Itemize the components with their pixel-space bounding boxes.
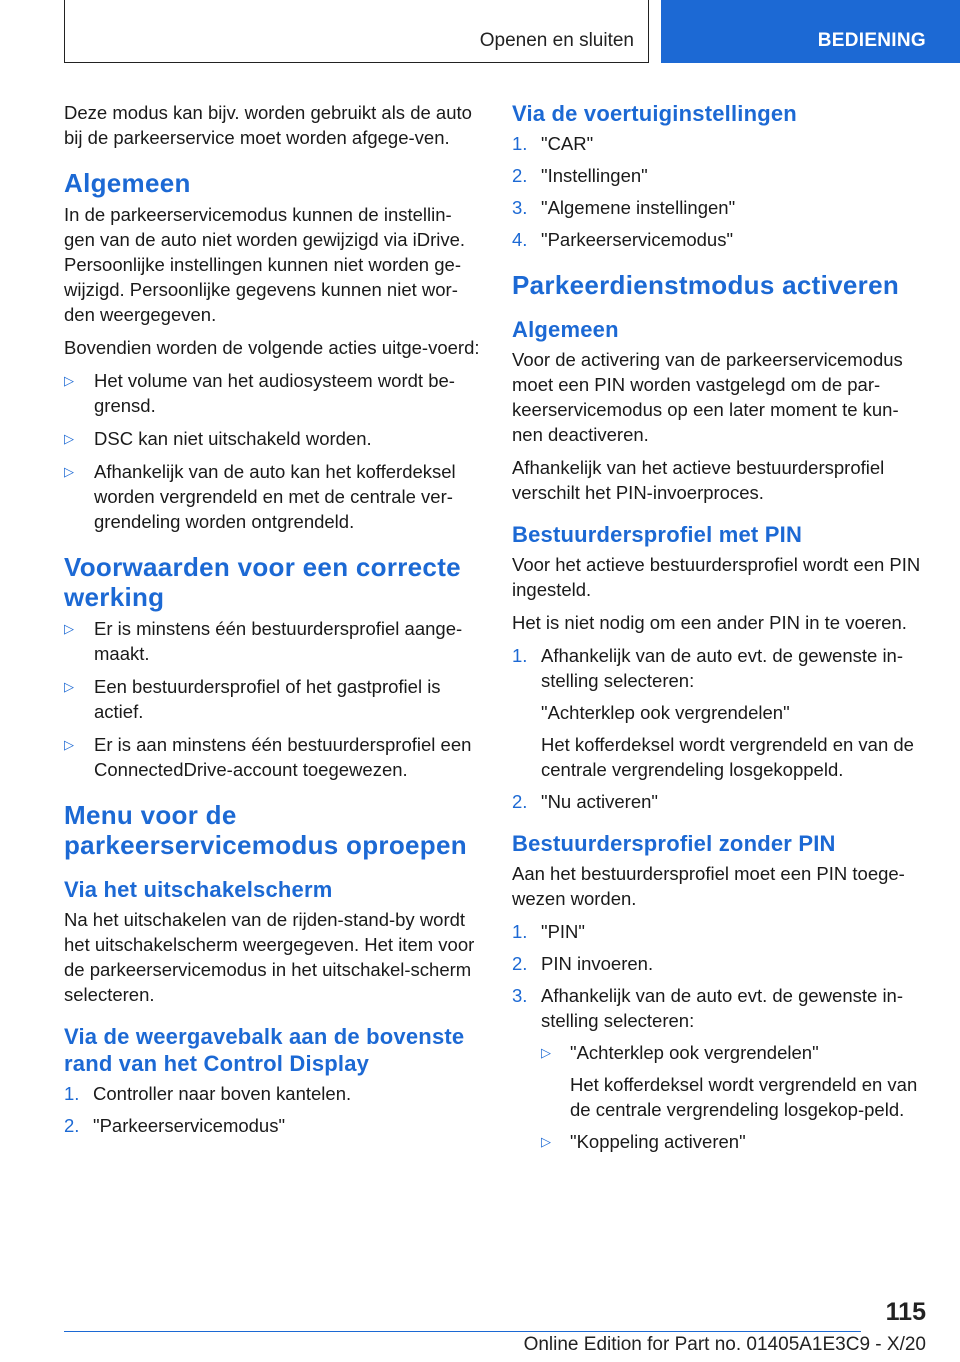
bullet-item: ▷ Een bestuurdersprofiel of het gastprofiel is actief. <box>64 676 441 722</box>
heading-menu: Menu voor de parkeerservicemodus oproepen <box>64 800 467 860</box>
bullet-triangle-icon: ▷ <box>541 1134 551 1149</box>
step-number: 1. <box>512 133 528 154</box>
header-title-box <box>64 0 649 63</box>
nested-note: Het kofferdeksel wordt vergrendeld en van de centrale vergrendeling losgekop-peld. <box>570 1074 918 1120</box>
paragraph: Bovendien worden de volgende acties uitge-voerd: <box>64 337 480 358</box>
heading-zonder-pin: Bestuurdersprofiel zonder PIN <box>512 831 836 856</box>
numbered-step: 1. "CAR" <box>512 133 594 154</box>
paragraph: Het is niet nodig om een ander PIN in te voeren. <box>512 612 907 633</box>
step-number: 3. <box>512 985 528 1006</box>
page-number: 115 <box>885 1298 926 1326</box>
step-number: 2. <box>64 1115 80 1136</box>
paragraph: Na het uitschakelen van de rijden-stand-by wordt het uitschakelscherm weergegeven. Het item voor de parkeerservicemodus in het uitschakel-scherm selecteren. <box>64 909 475 1005</box>
right-column <box>512 100 928 1161</box>
step-note: Het kofferdeksel wordt vergrendeld en van de centrale vergrendeling losgekoppeld. <box>541 734 914 780</box>
heading-met-pin: Bestuurdersprofiel met PIN <box>512 522 803 547</box>
header-section-tab <box>661 0 960 63</box>
paragraph: In de parkeerservicemodus kunnen de instellin-gen van de auto niet worden gewijzigd via iDrive. Persoonlijke instellingen kunnen niet worden ge-wijzigd. Persoonlijke gegevens kunnen niet wor-den weergegeven. <box>64 204 466 325</box>
header-section-label: BEDIENING <box>817 30 926 51</box>
bullet-triangle-icon: ▷ <box>541 1045 551 1060</box>
paragraph: Voor de activering van de parkeerservicemodus moet een PIN worden vastgelegd om de par-keerservicemodus op een later moment te kun-nen deactiveren. <box>512 349 903 445</box>
numbered-step: 1. Afhankelijk van de auto evt. de gewenste in-stelling selecteren: <box>512 645 904 691</box>
footer-edition: Online Edition for Part no. 01405A1E3C9 - X/20 <box>523 1334 926 1355</box>
step-option: "Achterklep ook vergrendelen" <box>541 702 790 723</box>
nested-bullet: ▷ "Achterklep ook vergrendelen" <box>541 1042 819 1063</box>
heading-activeren: Parkeerdienstmodus activeren <box>512 270 900 300</box>
numbered-step: 1. "PIN" <box>512 921 585 942</box>
paragraph: Afhankelijk van het actieve bestuurdersprofiel verschilt het PIN-invoerproces. <box>512 457 885 503</box>
bullet-item: ▷ Er is aan minstens één bestuurdersprofiel een ConnectedDrive-account toegewezen. <box>64 734 472 780</box>
heading-uitschakelscherm: Via het uitschakelscherm <box>64 877 333 902</box>
heading-algemeen: Algemeen <box>512 317 619 342</box>
bullet-triangle-icon: ▷ <box>64 431 74 446</box>
step-number: 1. <box>512 921 528 942</box>
step-number: 2. <box>512 953 528 974</box>
bullet-item: ▷ Afhankelijk van de auto kan het kofferdeksel worden vergrendeld en met de centrale ver-grendeling worden ontgrendeld. <box>64 461 456 532</box>
step-number: 1. <box>64 1083 80 1104</box>
numbered-step: 2. PIN invoeren. <box>512 953 654 974</box>
bullet-item: ▷ Er is minstens één bestuurdersprofiel aange-maakt. <box>64 618 463 664</box>
heading-voertuiginstellingen: Via de voertuiginstellingen <box>512 101 797 126</box>
step-number: 2. <box>512 165 528 186</box>
paragraph: Voor het actieve bestuurdersprofiel wordt een PIN ingesteld. <box>512 554 921 600</box>
numbered-step: 4. "Parkeerservicemodus" <box>512 229 734 250</box>
header-title: Openen en sluiten <box>479 30 634 51</box>
numbered-step: 1. Controller naar boven kantelen. <box>64 1083 352 1104</box>
heading-algemeen: Algemeen <box>64 168 191 198</box>
heading-voorwaarden: Voorwaarden voor een correcte werking <box>64 552 461 612</box>
bullet-item: ▷ DSC kan niet uitschakeld worden. <box>64 428 372 449</box>
step-number: 4. <box>512 229 528 250</box>
nested-bullet: ▷ "Koppeling activeren" <box>541 1131 746 1152</box>
numbered-step: 2. "Nu activeren" <box>512 791 658 812</box>
numbered-step: 2. "Instellingen" <box>512 165 648 186</box>
bullet-triangle-icon: ▷ <box>64 679 74 694</box>
step-number: 3. <box>512 197 528 218</box>
footer-divider <box>64 1331 861 1332</box>
bullet-triangle-icon: ▷ <box>64 621 74 636</box>
bullet-triangle-icon: ▷ <box>64 737 74 752</box>
step-number: 1. <box>512 645 528 666</box>
intro-paragraph: Deze modus kan bijv. worden gebruikt als de auto bij de parkeerservice moet worden afgege-ven. <box>64 102 472 148</box>
bullet-triangle-icon: ▷ <box>64 373 74 388</box>
step-number: 2. <box>512 791 528 812</box>
heading-weergavebalk: Via de weergavebalk aan de bovenste rand van het Control Display <box>64 1024 465 1076</box>
bullet-item: ▷ Het volume van het audiosysteem wordt be-grensd. <box>64 370 455 416</box>
numbered-step: 3. Afhankelijk van de auto evt. de gewenste in-stelling selecteren: <box>512 985 904 1031</box>
paragraph: Aan het bestuurdersprofiel moet een PIN toege-wezen worden. <box>512 863 905 909</box>
bullet-triangle-icon: ▷ <box>64 464 74 479</box>
numbered-step: 3. "Algemene instellingen" <box>512 197 736 218</box>
left-column <box>64 100 480 1145</box>
numbered-step: 2. "Parkeerservicemodus" <box>64 1115 286 1136</box>
